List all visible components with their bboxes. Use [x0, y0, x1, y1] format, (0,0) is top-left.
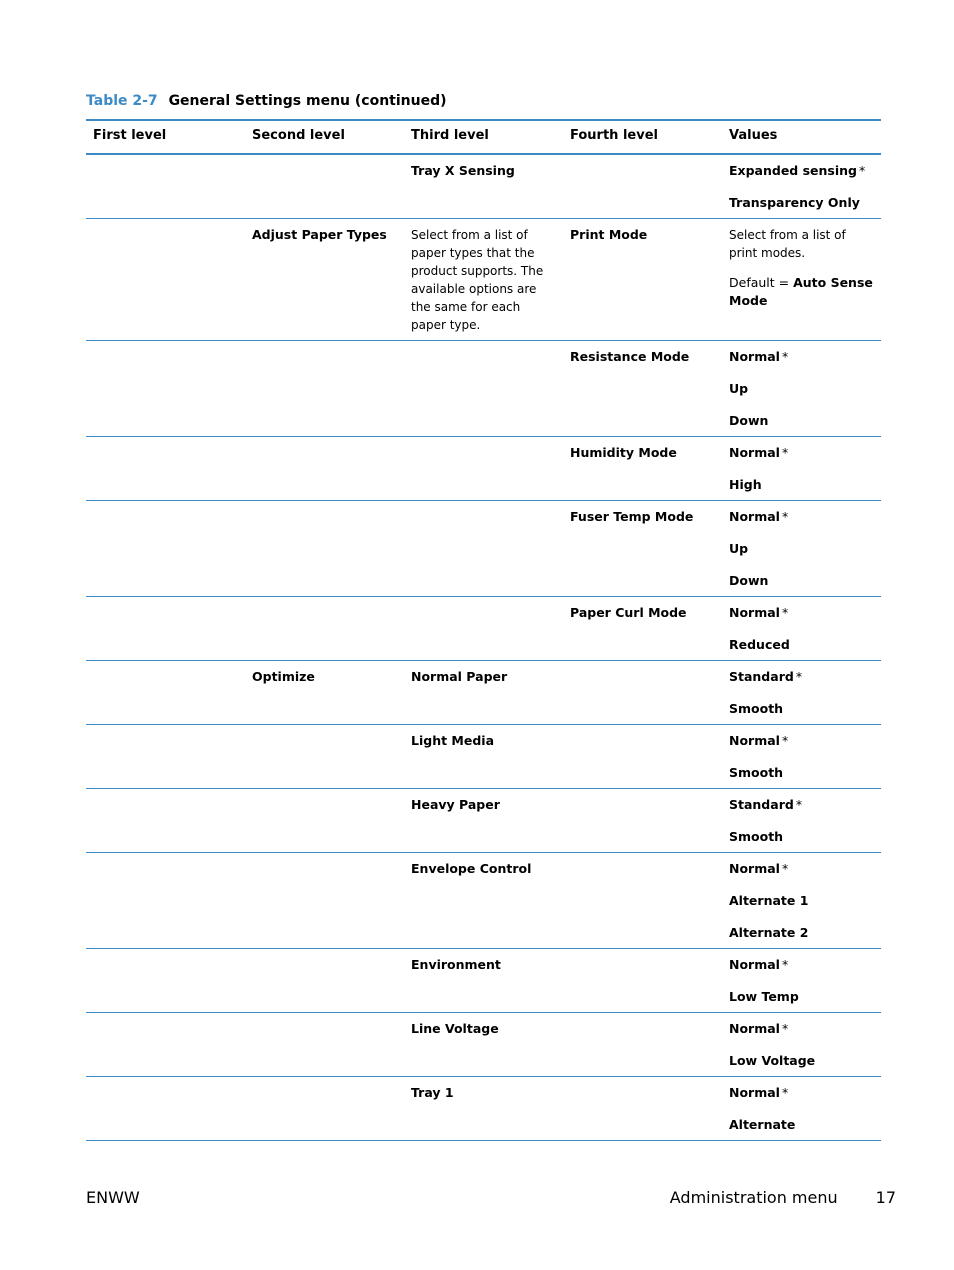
table-body: [86, 154, 881, 1141]
cell-third-level: [404, 949, 563, 1013]
third-level-label: Envelope Control: [411, 861, 532, 876]
value-text: Normal: [729, 445, 780, 460]
default-marker: *: [781, 861, 789, 876]
cell-third-level: [404, 1077, 563, 1141]
value-item: [729, 988, 875, 1006]
cell-second-level: Adjust Paper Types: [245, 219, 404, 341]
value-text: Normal: [729, 861, 780, 876]
cell-values: [722, 1013, 881, 1077]
cell-fourth-level: Paper Curl Mode: [563, 597, 722, 661]
cell-values: [722, 725, 881, 789]
value-item: [729, 162, 875, 180]
cell-first-level: [86, 853, 245, 949]
third-level-label: Light Media: [411, 733, 495, 748]
third-level-label: Line Voltage: [411, 1021, 499, 1036]
value-text: Smooth: [729, 701, 784, 716]
values-list: [729, 508, 875, 590]
value-item: [729, 194, 875, 212]
value-text: Standard: [729, 669, 794, 684]
table-row: [86, 725, 881, 789]
value-text: Normal: [729, 1085, 780, 1100]
cell-second-level: [245, 725, 404, 789]
value-text: Alternate 2: [729, 925, 809, 940]
default-marker: *: [781, 1021, 789, 1036]
value-item: [729, 636, 875, 654]
value-item: [729, 1020, 875, 1038]
values-list: [729, 1084, 875, 1134]
value-text: Smooth: [729, 829, 784, 844]
cell-fourth-level: [563, 853, 722, 949]
footer-publication-code: ENWW: [86, 1188, 140, 1207]
values-list: [729, 956, 875, 1006]
value-item: [729, 732, 875, 750]
cell-third-level: [404, 341, 563, 437]
default-marker: *: [781, 509, 789, 524]
cell-values: [722, 1077, 881, 1141]
general-settings-table: [86, 119, 881, 1141]
value-item: [729, 1116, 875, 1134]
cell-third-level: [404, 219, 563, 341]
table-number: Table 2-7: [86, 93, 158, 109]
value-text: High: [729, 477, 762, 492]
third-level-description: Select from a list of paper types that the product supports. The available options are the same for each paper type.: [411, 228, 544, 332]
values-list: [729, 162, 875, 212]
values-list: [729, 604, 875, 654]
default-marker: *: [781, 605, 789, 620]
default-marker: *: [781, 957, 789, 972]
cell-second-level: [245, 437, 404, 501]
cell-third-level: [404, 597, 563, 661]
value-item: [729, 604, 875, 622]
cell-second-level: [245, 597, 404, 661]
value-text: Smooth: [729, 765, 784, 780]
cell-second-level: [245, 501, 404, 597]
cell-fourth-level: Print Mode: [563, 219, 722, 341]
value-item: [729, 668, 875, 686]
value-item: [729, 1052, 875, 1070]
table-row: [86, 1077, 881, 1141]
cell-third-level: [404, 437, 563, 501]
value-item: [729, 828, 875, 846]
column-header-values: Values: [722, 120, 881, 154]
value-text: Normal: [729, 509, 780, 524]
value-text: Low Temp: [729, 989, 799, 1004]
cell-second-level: [245, 1077, 404, 1141]
cell-first-level: [86, 154, 245, 219]
cell-fourth-level: [563, 1077, 722, 1141]
cell-first-level: [86, 725, 245, 789]
cell-third-level: [404, 154, 563, 219]
table-row: [86, 853, 881, 949]
default-marker: *: [795, 797, 803, 812]
value-item: [729, 348, 875, 366]
table-title: General Settings menu (continued): [168, 93, 447, 109]
value-item: [729, 860, 875, 878]
value-text: Normal: [729, 605, 780, 620]
cell-first-level: [86, 789, 245, 853]
cell-values: [722, 949, 881, 1013]
values-list: [729, 796, 875, 846]
value-text: Reduced: [729, 637, 790, 652]
value-item: [729, 540, 875, 558]
values-list: [729, 732, 875, 782]
cell-fourth-level: [563, 661, 722, 725]
table-row: [86, 219, 881, 341]
table-row: [86, 789, 881, 853]
value-item: [729, 380, 875, 398]
cell-values: [722, 154, 881, 219]
table-row: [86, 154, 881, 219]
table-header-row: [86, 120, 881, 154]
values-list: [729, 348, 875, 430]
column-header-second-level: Second level: [245, 120, 404, 154]
value-text: Standard: [729, 797, 794, 812]
values-list: [729, 860, 875, 942]
cell-fourth-level: Fuser Temp Mode: [563, 501, 722, 597]
value-item: [729, 1084, 875, 1102]
value-item: [729, 444, 875, 462]
value-text: Alternate 1: [729, 893, 809, 908]
value-item: [729, 796, 875, 814]
cell-first-level: [86, 597, 245, 661]
cell-first-level: [86, 501, 245, 597]
cell-third-level: [404, 1013, 563, 1077]
value-item: [729, 476, 875, 494]
cell-first-level: [86, 437, 245, 501]
cell-values: [722, 341, 881, 437]
third-level-label: Heavy Paper: [411, 797, 500, 812]
cell-second-level: [245, 154, 404, 219]
third-level-label: Tray X Sensing: [411, 163, 515, 178]
value-text: Up: [729, 541, 749, 556]
value-item: [729, 700, 875, 718]
default-value: Auto Sense Mode: [729, 275, 873, 308]
cell-third-level: [404, 501, 563, 597]
cell-second-level: [245, 341, 404, 437]
cell-second-level: [245, 789, 404, 853]
cell-third-level: [404, 853, 563, 949]
third-level-label: Tray 1: [411, 1085, 454, 1100]
default-marker: *: [781, 733, 789, 748]
cell-first-level: [86, 1013, 245, 1077]
default-value-line: [729, 274, 875, 310]
column-header-fourth-level: Fourth level: [563, 120, 722, 154]
value-text: Transparency Only: [729, 195, 860, 210]
value-text: Down: [729, 573, 769, 588]
table-caption: [86, 93, 447, 109]
cell-values: [722, 501, 881, 597]
cell-first-level: [86, 949, 245, 1013]
cell-second-level: [245, 1013, 404, 1077]
cell-values: [722, 437, 881, 501]
value-text: Up: [729, 381, 749, 396]
cell-values: [722, 219, 881, 341]
default-marker: *: [795, 669, 803, 684]
value-item: [729, 924, 875, 942]
cell-first-level: [86, 219, 245, 341]
value-item: [729, 572, 875, 590]
cell-fourth-level: [563, 789, 722, 853]
value-text: Normal: [729, 349, 780, 364]
value-text: Alternate: [729, 1117, 796, 1132]
value-item: [729, 764, 875, 782]
value-text: Normal: [729, 733, 780, 748]
value-text: Normal: [729, 1021, 780, 1036]
value-text: Normal: [729, 957, 780, 972]
cell-fourth-level: Resistance Mode: [563, 341, 722, 437]
default-marker: *: [781, 445, 789, 460]
value-item: [729, 956, 875, 974]
footer-section-title: Administration menu: [669, 1188, 838, 1207]
cell-third-level: [404, 661, 563, 725]
value-item: [729, 892, 875, 910]
default-prefix: Default =: [729, 275, 794, 290]
third-level-label: Environment: [411, 957, 501, 972]
cell-first-level: [86, 341, 245, 437]
value-text: Expanded sensing: [729, 163, 857, 178]
table-row: [86, 597, 881, 661]
cell-second-level: [245, 949, 404, 1013]
cell-first-level: [86, 1077, 245, 1141]
table-row: [86, 341, 881, 437]
cell-fourth-level: [563, 949, 722, 1013]
values-list: [729, 1020, 875, 1070]
cell-fourth-level: [563, 154, 722, 219]
table-row: [86, 661, 881, 725]
footer-page-number: 17: [875, 1188, 896, 1207]
values-list: [729, 668, 875, 718]
table-row: [86, 1013, 881, 1077]
table-row: [86, 949, 881, 1013]
cell-fourth-level: Humidity Mode: [563, 437, 722, 501]
cell-values: [722, 597, 881, 661]
column-header-first-level: First level: [86, 120, 245, 154]
value-text: Low Voltage: [729, 1053, 816, 1068]
cell-first-level: [86, 661, 245, 725]
cell-values: [722, 661, 881, 725]
cell-third-level: [404, 789, 563, 853]
cell-second-level: [245, 853, 404, 949]
default-marker: *: [781, 1085, 789, 1100]
cell-values: [722, 853, 881, 949]
cell-values: [722, 789, 881, 853]
cell-second-level: Optimize: [245, 661, 404, 725]
default-marker: *: [781, 349, 789, 364]
column-header-third-level: Third level: [404, 120, 563, 154]
table-row: [86, 501, 881, 597]
cell-third-level: [404, 725, 563, 789]
value-text: Down: [729, 413, 769, 428]
values-description: Select from a list of print modes.: [729, 228, 846, 260]
third-level-label: Normal Paper: [411, 669, 508, 684]
default-marker: *: [859, 163, 866, 178]
value-item: [729, 412, 875, 430]
cell-fourth-level: [563, 1013, 722, 1077]
cell-fourth-level: [563, 725, 722, 789]
value-item: [729, 508, 875, 526]
values-list: [729, 444, 875, 494]
table-row: [86, 437, 881, 501]
footer-page-info: [670, 1188, 896, 1207]
